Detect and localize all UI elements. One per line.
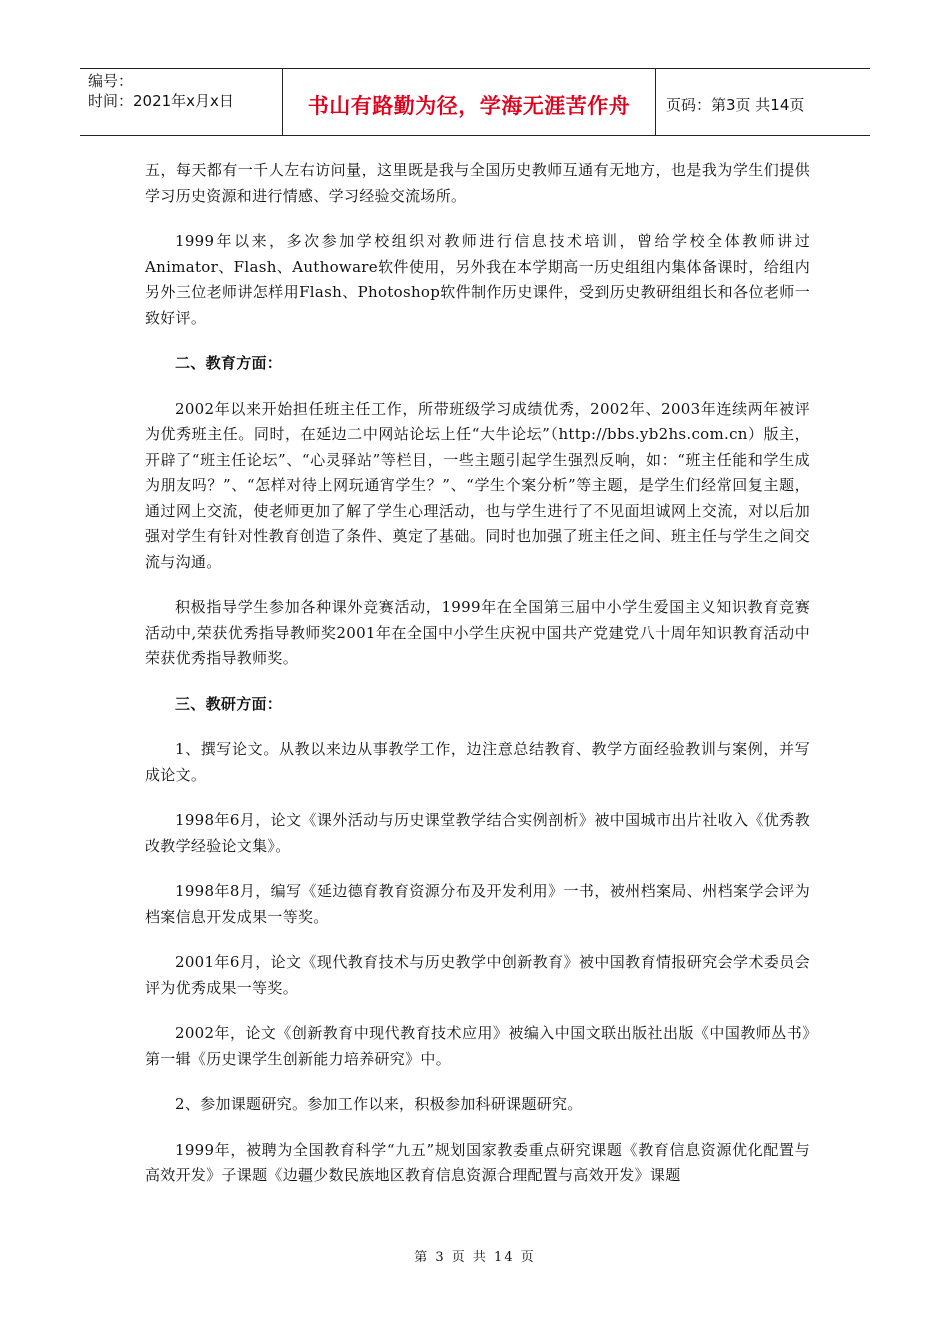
header-motto: 书山有路勤为径，学海无涯苦作舟 [283, 69, 656, 135]
body-paragraph: 1998年6月，论文《课外活动与历史课堂教学结合实例剖析》被中国城市出片社收入《优秀教改教学经验论文集》。 [145, 811, 810, 855]
document-body [145, 158, 810, 1209]
page-header [80, 68, 870, 136]
body-paragraph: 1999年以来，多次参加学校组织对教师进行信息技术培训，曾给学校全体教师讲过Animator、Flash、Authoware软件使用，另外我在本学期高一历史组组内集体备课时，给组内另外三位老师讲怎样用Flash、Photoshop软件制作历史课件，受到历史教研组组长和各位老师一致好评。 [145, 232, 810, 327]
body-paragraph: 2001年6月，论文《现代教育技术与历史教学中创新教育》被中国教育情报研究会学术委员会评为优秀成果一等奖。 [145, 953, 810, 997]
header-page-info: 页码：第3页 共14页 [666, 95, 805, 114]
body-paragraph: 五，每天都有一千人左右访问量，这里既是我与全国历史教师互通有无地方，也是我为学生们提供学习历史资源和进行情感、学习经验交流场所。 [145, 161, 810, 205]
time-label: 时间：2021年x月x日 [88, 92, 234, 110]
number-label: 编号： [88, 72, 134, 90]
section-heading: 三、教研方面： [175, 694, 283, 713]
body-paragraph: 1999年，被聘为全国教育科学“九五”规划国家教委重点研究课题《教育信息资源优化配置与高效开发》子课题《边疆少数民族地区教育信息资源合理配置与高效开发》课题 [145, 1140, 810, 1184]
page-footer: 第 3 页 共 14 页 [414, 1250, 536, 1265]
header-meta [80, 69, 283, 135]
body-paragraph: 1998年8月，编写《延边德育教育资源分布及开发利用》一书，被州档案局、州档案学会评为档案信息开发成果一等奖。 [145, 882, 810, 926]
body-paragraph: 2002年，论文《创新教育中现代教育技术应用》被编入中国文联出版社出版《中国教师丛书》第一辑《历史课学生创新能力培养研究》中。 [145, 1024, 810, 1068]
section-heading: 二、教育方面： [175, 354, 283, 372]
body-paragraph: 1、撰写论文。从教以来边从事教学工作，边注意总结教育、教学方面经验教训与案例，并写成论文。 [145, 740, 810, 784]
body-paragraph: 积极指导学生参加各种课外竞赛活动，1999年在全国第三届中小学生爱国主义知识教育竞赛活动中,荣获优秀指导教师奖2001年在全国中小学生庆祝中国共产党建党八十周年知识教育活动中荣获优秀指导教师奖。 [145, 598, 810, 667]
body-paragraph: 2、参加课题研究。参加工作以来，积极参加科研课题研究。 [175, 1095, 583, 1113]
body-paragraph: 2002年以来开始担任班主任工作，所带班级学习成绩优秀，2002年、2003年连续两年被评为优秀班主任。同时，在延边二中网站论坛上任“大牛论坛”（http://bbs.yb2hs.com.cn）版主，开辟了“班主任论坛”、“心灵驿站”等栏目，一些主题引起学生强烈反响，如：“班主任能和学生成为朋友吗？”、“怎样对待上网玩通宵学生？”、“学生个案分析”等主题，是学生们经常回复主题，通过网上交流，使老师更加了解了学生心理活动，也与学生进行了不见面坦诚网上交流，对以后加强对学生有针对性教育创造了条件、奠定了基础。同时也加强了班主任之间、班主任与学生之间交流与沟通。 [145, 399, 810, 571]
